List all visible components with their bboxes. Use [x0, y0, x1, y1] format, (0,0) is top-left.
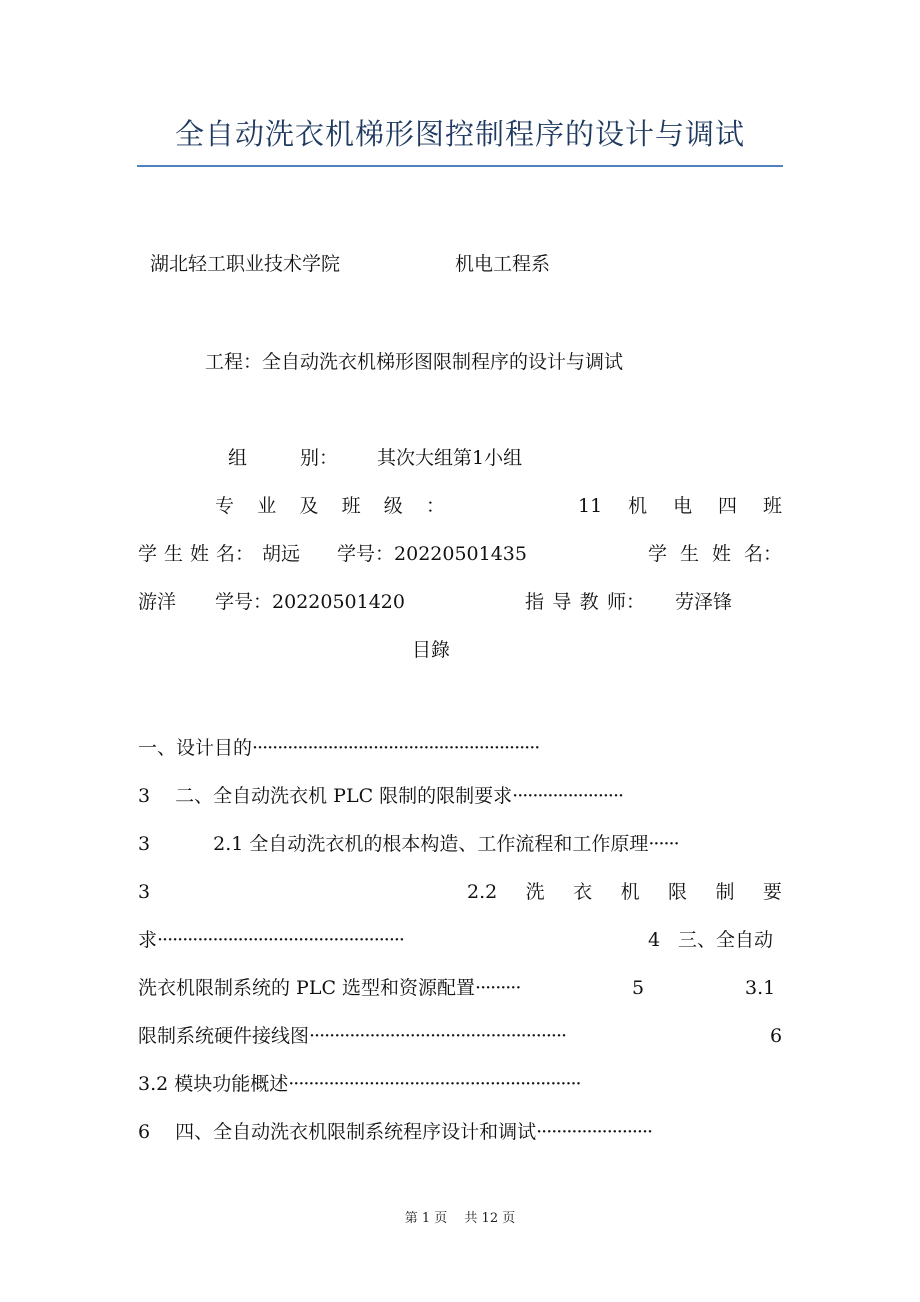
toc-line[interactable]: 3.2 模块功能概述·························································· [138, 1073, 581, 1095]
major-value: 11 机 电 四 班 [578, 495, 782, 517]
advisor-name: 劳泽锋 [675, 591, 733, 613]
toc-page-number: 5 [632, 977, 645, 999]
toc-line[interactable]: 限制系统硬件接线图··················································· [138, 1025, 567, 1047]
leader-dots: ·························································· [288, 1073, 581, 1095]
leader-dots: ······················· [536, 1121, 653, 1143]
leader-dots: ··················································· [309, 1025, 567, 1047]
leader-dots: ················································· [157, 929, 404, 951]
document-title: 全自动洗衣机梯形图控制程序的设计与调试 [174, 117, 745, 151]
institution: 湖北轻工职业技术学院 [150, 253, 341, 275]
project-label: 工程： [205, 351, 263, 373]
toc-line[interactable]: 求················································· [138, 929, 404, 951]
group-label-1: 组 [228, 447, 248, 469]
department: 机电工程系 [455, 253, 551, 275]
student2-id-line: 学号：20220501420 [215, 591, 405, 613]
toc-page-number: 4 [648, 929, 661, 951]
student2-label: 学 生 姓 名： [648, 543, 782, 565]
advisor-label: 指 导 教 师： [525, 591, 645, 613]
toc-line[interactable]: 洗衣机限制系统的 PLC 选型和资源配置········· [138, 977, 521, 999]
group-label-2: 别： [300, 447, 339, 469]
toc-line[interactable]: 一、设计目的························································· [138, 737, 540, 759]
student1-id-line: 学号：20220501435 [337, 543, 527, 565]
toc-line[interactable]: 3 二、全自动洗衣机 PLC 限制的限制要求······················ [138, 785, 624, 807]
toc-line-continuation[interactable]: 3.1 [745, 977, 776, 999]
student2-id: 20220501420 [272, 591, 405, 613]
toc-heading: 目錄 [412, 639, 451, 661]
page-footer: 第 1 页 共 12 页 [404, 1211, 516, 1226]
student2-name: 游洋 [138, 591, 177, 613]
project-line [205, 350, 623, 374]
title-underline [137, 165, 783, 167]
leader-dots: ········· [475, 977, 521, 999]
major-label: 专 业 及 班 级 ： [215, 495, 445, 517]
leader-dots: ······ [648, 833, 679, 855]
leader-dots: ······················ [512, 785, 624, 807]
project-name: 全自动洗衣机梯形图限制程序的设计与调试 [262, 351, 624, 373]
toc-line[interactable]: 2.2 洗 衣 机 限 制 要 [467, 881, 782, 903]
group-value: 其次大组第1小组 [377, 447, 523, 469]
student1-id: 20220501435 [394, 543, 527, 565]
toc-line[interactable]: 3 2.1 全自动洗衣机的根本构造、工作流程和工作原理······ [138, 833, 679, 855]
toc-page-number: 6 [770, 1025, 783, 1047]
student1-name: 胡远 [262, 543, 301, 565]
leader-dots: ························································· [252, 737, 540, 759]
student1-label: 学 生 姓 名： [138, 543, 254, 565]
toc-line-continuation[interactable]: 三、全自动 [678, 929, 774, 951]
toc-page-number: 3 [138, 881, 151, 903]
toc-line[interactable]: 6 四、全自动洗衣机限制系统程序设计和调试······················· [138, 1121, 653, 1143]
